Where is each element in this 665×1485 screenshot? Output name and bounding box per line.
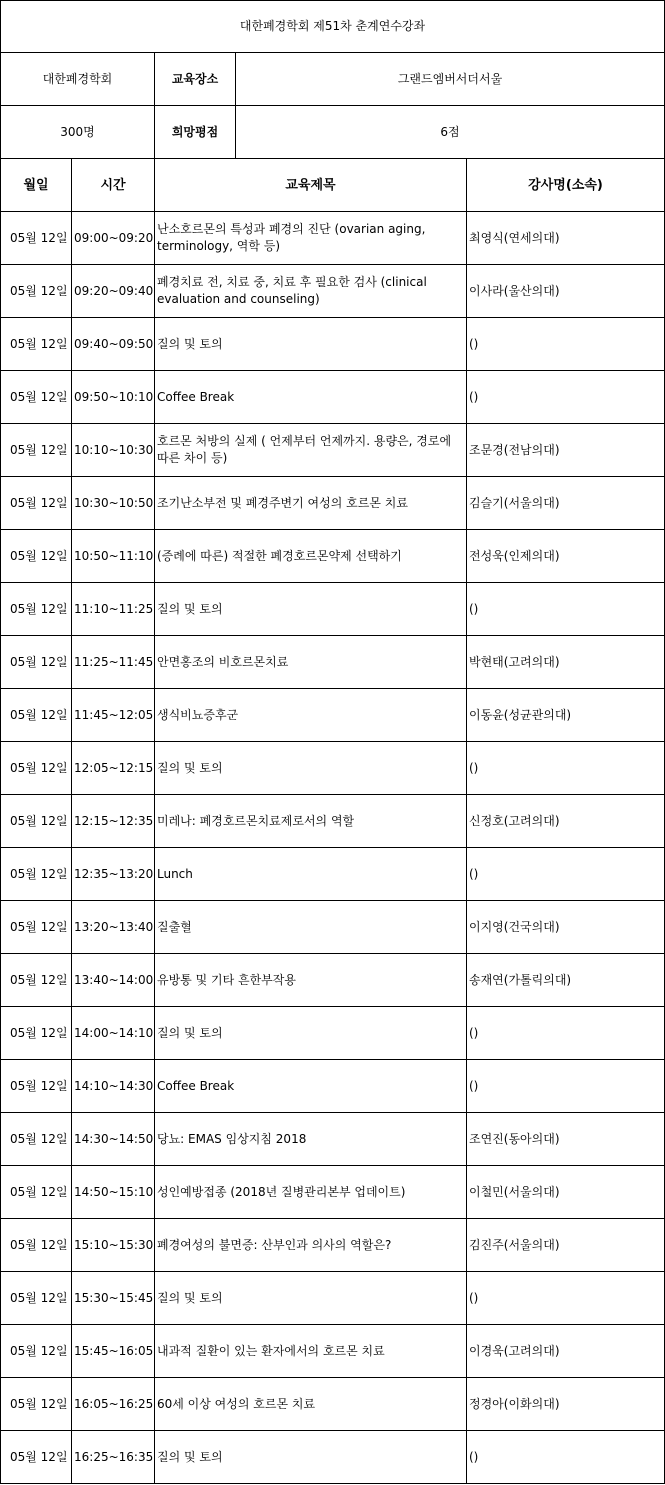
- row-date: 05월 12일: [1, 1272, 72, 1325]
- row-speaker: 전성욱(인제의대): [467, 530, 665, 583]
- row-date: 05월 12일: [1, 1219, 72, 1272]
- table-row: [1, 1060, 665, 1113]
- table-row: [1, 1007, 665, 1060]
- row-speaker: (): [467, 848, 665, 901]
- row-speaker: (): [467, 583, 665, 636]
- row-speaker: 정경아(이화의대): [467, 1378, 665, 1431]
- row-date: 05월 12일: [1, 795, 72, 848]
- row-date: 05월 12일: [1, 1325, 72, 1378]
- row-topic: 질의 및 토의: [155, 318, 467, 371]
- row-speaker: 박현태(고려의대): [467, 636, 665, 689]
- row-topic: 안면홍조의 비호르몬치료: [155, 636, 467, 689]
- row-topic: 미레나: 폐경호르몬치료제로서의 역할: [155, 795, 467, 848]
- row-time: 10:10~10:30: [72, 424, 155, 477]
- row-time: 16:05~16:25: [72, 1378, 155, 1431]
- row-speaker: (): [467, 1431, 665, 1484]
- row-time: 14:10~14:30: [72, 1060, 155, 1113]
- row-speaker: 신정호(고려의대): [467, 795, 665, 848]
- row-time: 13:40~14:00: [72, 954, 155, 1007]
- row-time: 11:25~11:45: [72, 636, 155, 689]
- row-time: 13:20~13:40: [72, 901, 155, 954]
- row-speaker: 조연진(동아의대): [467, 1113, 665, 1166]
- row-topic: 유방통 및 기타 흔한부작용: [155, 954, 467, 1007]
- header-topic: 교육제목: [155, 159, 467, 212]
- row-date: 05월 12일: [1, 689, 72, 742]
- row-date: 05월 12일: [1, 1113, 72, 1166]
- row-time: 16:25~16:35: [72, 1431, 155, 1484]
- row-topic: 60세 이상 여성의 호르몬 치료: [155, 1378, 467, 1431]
- row-speaker: 김진주(서울의대): [467, 1219, 665, 1272]
- header-date: 월일: [1, 159, 72, 212]
- row-time: 15:30~15:45: [72, 1272, 155, 1325]
- row-speaker: 이동윤(성균관의대): [467, 689, 665, 742]
- row-date: 05월 12일: [1, 265, 72, 318]
- capacity: 300명: [1, 106, 155, 159]
- venue-label: 교육장소: [155, 53, 236, 106]
- row-time: 12:15~12:35: [72, 795, 155, 848]
- row-topic: Coffee Break: [155, 371, 467, 424]
- venue: 그랜드엠버서더서울: [236, 53, 665, 106]
- row-speaker: (): [467, 1060, 665, 1113]
- header-time: 시간: [72, 159, 155, 212]
- row-time: 14:00~14:10: [72, 1007, 155, 1060]
- row-speaker: 이사라(울산의대): [467, 265, 665, 318]
- row-date: 05월 12일: [1, 1378, 72, 1431]
- row-time: 12:05~12:15: [72, 742, 155, 795]
- row-speaker: (): [467, 318, 665, 371]
- table-row: [1, 530, 665, 583]
- row-date: 05월 12일: [1, 1060, 72, 1113]
- table-row: [1, 636, 665, 689]
- row-date: 05월 12일: [1, 954, 72, 1007]
- row-topic: 당뇨: EMAS 임상지침 2018: [155, 1113, 467, 1166]
- page-title: 대한폐경학회 제51차 춘계연수강좌: [1, 1, 665, 53]
- row-date: 05월 12일: [1, 583, 72, 636]
- row-topic: 폐경여성의 불면증: 산부인과 의사의 역할은?: [155, 1219, 467, 1272]
- row-time: 14:30~14:50: [72, 1113, 155, 1166]
- table-row: [1, 795, 665, 848]
- table-row: [1, 1378, 665, 1431]
- row-time: 09:50~10:10: [72, 371, 155, 424]
- row-date: 05월 12일: [1, 848, 72, 901]
- points: 6점: [236, 106, 665, 159]
- row-date: 05월 12일: [1, 424, 72, 477]
- row-date: 05월 12일: [1, 901, 72, 954]
- row-time: 09:00~09:20: [72, 212, 155, 265]
- organizer-row: [1, 53, 665, 106]
- row-speaker: (): [467, 1272, 665, 1325]
- row-topic: 호르몬 처방의 실제 ( 언제부터 언제까지. 용량은, 경로에 따른 차이 등): [155, 424, 467, 477]
- row-time: 09:40~09:50: [72, 318, 155, 371]
- table-row: [1, 424, 665, 477]
- row-topic: 난소호르몬의 특성과 폐경의 진단 (ovarian aging, terminology, 역학 등): [155, 212, 467, 265]
- table-row: [1, 318, 665, 371]
- row-date: 05월 12일: [1, 318, 72, 371]
- row-speaker: 이철민(서울의대): [467, 1166, 665, 1219]
- row-topic: 질의 및 토의: [155, 1007, 467, 1060]
- table-row: [1, 371, 665, 424]
- header-speaker: 강사명(소속): [467, 159, 665, 212]
- row-time: 10:30~10:50: [72, 477, 155, 530]
- row-date: 05월 12일: [1, 371, 72, 424]
- header-row: [1, 159, 665, 212]
- row-topic: 조기난소부전 및 폐경주변기 여성의 호르몬 치료: [155, 477, 467, 530]
- row-time: 14:50~15:10: [72, 1166, 155, 1219]
- capacity-row: [1, 106, 665, 159]
- row-time: 10:50~11:10: [72, 530, 155, 583]
- row-speaker: 이지영(건국의대): [467, 901, 665, 954]
- row-topic: 질의 및 토의: [155, 742, 467, 795]
- table-row: [1, 1219, 665, 1272]
- row-time: 15:10~15:30: [72, 1219, 155, 1272]
- row-speaker: 조문경(전남의대): [467, 424, 665, 477]
- row-date: 05월 12일: [1, 212, 72, 265]
- row-topic: Lunch: [155, 848, 467, 901]
- row-topic: (증례에 따른) 적절한 폐경호르몬약제 선택하기: [155, 530, 467, 583]
- table-row: [1, 1113, 665, 1166]
- row-topic: 질의 및 토의: [155, 1431, 467, 1484]
- row-speaker: (): [467, 371, 665, 424]
- row-time: 09:20~09:40: [72, 265, 155, 318]
- table-row: [1, 477, 665, 530]
- row-topic: 질출혈: [155, 901, 467, 954]
- row-topic: 내과적 질환이 있는 환자에서의 호르몬 치료: [155, 1325, 467, 1378]
- title-row: [1, 1, 665, 53]
- row-date: 05월 12일: [1, 1166, 72, 1219]
- table-row: [1, 689, 665, 742]
- row-speaker: 이경욱(고려의대): [467, 1325, 665, 1378]
- organizer: 대한폐경학회: [1, 53, 155, 106]
- row-date: 05월 12일: [1, 1431, 72, 1484]
- row-date: 05월 12일: [1, 742, 72, 795]
- row-time: 15:45~16:05: [72, 1325, 155, 1378]
- row-time: 11:45~12:05: [72, 689, 155, 742]
- row-topic: 폐경치료 전, 치료 중, 치료 후 필요한 검사 (clinical evaluation and counseling): [155, 265, 467, 318]
- table-row: [1, 1166, 665, 1219]
- table-row: [1, 265, 665, 318]
- table-row: [1, 212, 665, 265]
- row-topic: 질의 및 토의: [155, 1272, 467, 1325]
- table-row: [1, 583, 665, 636]
- row-topic: 성인예방접종 (2018년 질병관리본부 업데이트): [155, 1166, 467, 1219]
- table-row: [1, 1272, 665, 1325]
- row-topic: 질의 및 토의: [155, 583, 467, 636]
- row-topic: Coffee Break: [155, 1060, 467, 1113]
- points-label: 희망평점: [155, 106, 236, 159]
- row-date: 05월 12일: [1, 477, 72, 530]
- row-time: 12:35~13:20: [72, 848, 155, 901]
- row-date: 05월 12일: [1, 530, 72, 583]
- table-row: [1, 1325, 665, 1378]
- row-date: 05월 12일: [1, 1007, 72, 1060]
- row-speaker: 송재연(가톨릭의대): [467, 954, 665, 1007]
- row-date: 05월 12일: [1, 636, 72, 689]
- table-row: [1, 742, 665, 795]
- table-row: [1, 1431, 665, 1484]
- row-speaker: 최영식(연세의대): [467, 212, 665, 265]
- table-row: [1, 848, 665, 901]
- row-speaker: 김슬기(서울의대): [467, 477, 665, 530]
- row-time: 11:10~11:25: [72, 583, 155, 636]
- row-speaker: (): [467, 1007, 665, 1060]
- row-speaker: (): [467, 742, 665, 795]
- table-row: [1, 954, 665, 1007]
- row-topic: 생식비뇨증후군: [155, 689, 467, 742]
- table-row: [1, 901, 665, 954]
